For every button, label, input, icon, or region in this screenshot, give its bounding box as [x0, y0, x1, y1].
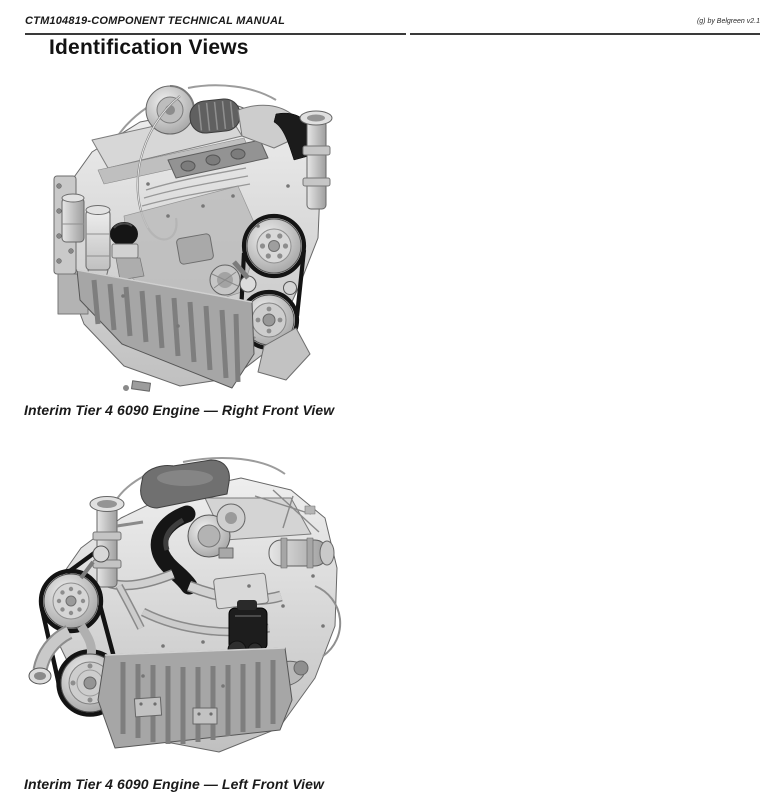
figure-left-front-view: [23, 436, 358, 774]
manual-title: CTM104819-COMPONENT TECHNICAL MANUAL: [25, 15, 286, 27]
header-divider-left-segment: [25, 33, 406, 35]
header-divider-right-segment: [410, 33, 760, 35]
header-divider: [25, 33, 760, 35]
engine-right-front-view-illustration: [28, 66, 358, 398]
figure-caption-left-front: Interim Tier 4 6090 Engine — Left Front View: [24, 776, 325, 792]
watermark-text: (g) by Belgreen v2.1: [696, 18, 760, 25]
engine-left-front-view-illustration: [23, 436, 358, 774]
page-title: Identification Views: [49, 36, 249, 59]
figure-right-front-view: [28, 66, 358, 398]
figure-caption-right-front: Interim Tier 4 6090 Engine — Right Front View: [24, 402, 335, 418]
